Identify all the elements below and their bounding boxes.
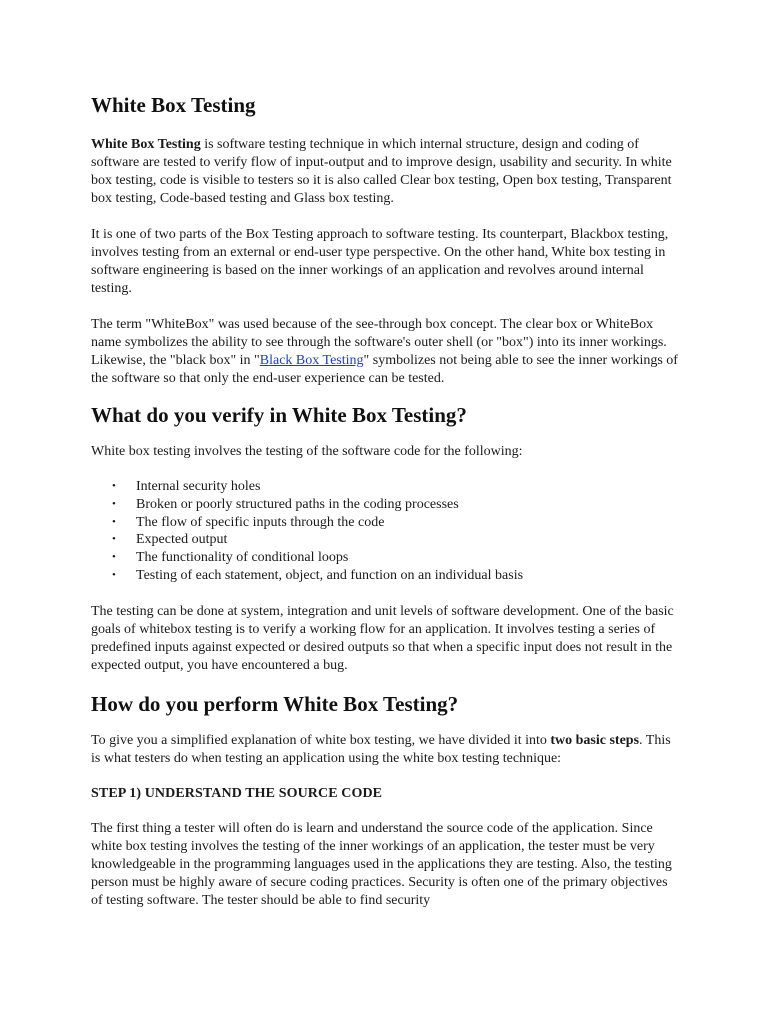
list-item bbox=[112, 496, 678, 514]
black-box-testing-link[interactable]: Black Box Testing bbox=[259, 353, 364, 368]
list-item-text: Expected output bbox=[136, 532, 228, 548]
step1-heading: STEP 1) UNDERSTAND THE SOURCE CODE bbox=[91, 785, 383, 801]
bullet-icon: • bbox=[112, 551, 116, 564]
list-item bbox=[112, 531, 678, 549]
section-heading-perform: How do you perform White Box Testing? bbox=[91, 691, 459, 716]
verify-list bbox=[91, 478, 678, 585]
bullet-icon: • bbox=[112, 497, 116, 510]
whitebox-term-text-before: The term "WhiteBox" was used because of the see-through box concept. The clear box or WhiteBox name symbolizes the ability to see through the software's outer shell (or "box") into its inner workings. Likewise, the "black box" in " bbox=[91, 317, 667, 368]
bullet-icon: • bbox=[112, 568, 116, 581]
whitebox-term-paragraph bbox=[91, 316, 678, 388]
perform-intro-bold: two basic steps bbox=[550, 732, 640, 748]
intro-text: is software testing technique in which internal structure, design and coding of software are tested to verify flow of input-output and to improve design, usability and security. In white box testing, code is visible to testers so it is also called Clear box testing, Open box testing, Transparent box testing, Code-based testing and Glass box testing. bbox=[91, 137, 672, 206]
bullet-icon: • bbox=[112, 515, 116, 528]
list-item-text: Testing of each statement, object, and function on an individual basis bbox=[136, 567, 524, 583]
list-item-text: The functionality of conditional loops bbox=[136, 550, 349, 566]
bullet-icon: • bbox=[112, 480, 116, 492]
whitebox-term-text-after: " symbolizes not being able to see the inner workings of the software so that only the end-user experience can be tested. bbox=[91, 353, 678, 386]
list-item-text: Internal security holes bbox=[136, 479, 261, 494]
list-item bbox=[112, 549, 678, 567]
list-item bbox=[112, 478, 678, 496]
testing-levels-paragraph: The testing can be done at system, integration and unit levels of software development. One of the basic goals of whitebox testing is to verify a working flow for an application. It involves testing a series of predefined inputs against expected or desired outputs so that when a specific input does not result in the expected output, you have encountered a bug. bbox=[91, 603, 674, 673]
list-item-text: Broken or poorly structured paths in the coding processes bbox=[136, 496, 459, 512]
intro-paragraph bbox=[91, 136, 678, 208]
box-testing-paragraph: It is one of two parts of the Box Testing approach to software testing. Its counterpart, Blackbox testing, involves testing from an external or end-user type perspective. On the other hand, White box testing in software engineering is based on the inner workings of an application and revolves around internal testing. bbox=[91, 227, 669, 296]
perform-intro-text-after: . This is what testers do when testing an application using the white box testing technique: bbox=[91, 732, 671, 766]
list-item bbox=[112, 567, 678, 585]
intro-bold-term: White Box Testing bbox=[91, 137, 201, 152]
page-title: White Box Testing bbox=[91, 93, 256, 117]
list-item bbox=[112, 514, 678, 532]
bullet-icon: • bbox=[112, 533, 116, 546]
step1-paragraph: The first thing a tester will often do is learn and understand the source code of the application. Since white box testing involves the testing of the inner workings of an application, the tester must be very knowledgeable in the programming languages used in the applications they are testing. Also, the testing person must be highly aware of secure coding practices. Security is often one of the primary objectives of testing software. The tester should be able to find security bbox=[91, 820, 672, 908]
section-heading-verify: What do you verify in White Box Testing? bbox=[91, 403, 467, 427]
list-item-text: The flow of specific inputs through the code bbox=[136, 514, 385, 530]
perform-intro-text-before: To give you a simplified explanation of white box testing, we have divided it into bbox=[91, 732, 551, 748]
verify-intro-paragraph: White box testing involves the testing of the software code for the following: bbox=[91, 444, 523, 459]
perform-intro-paragraph bbox=[91, 732, 678, 768]
